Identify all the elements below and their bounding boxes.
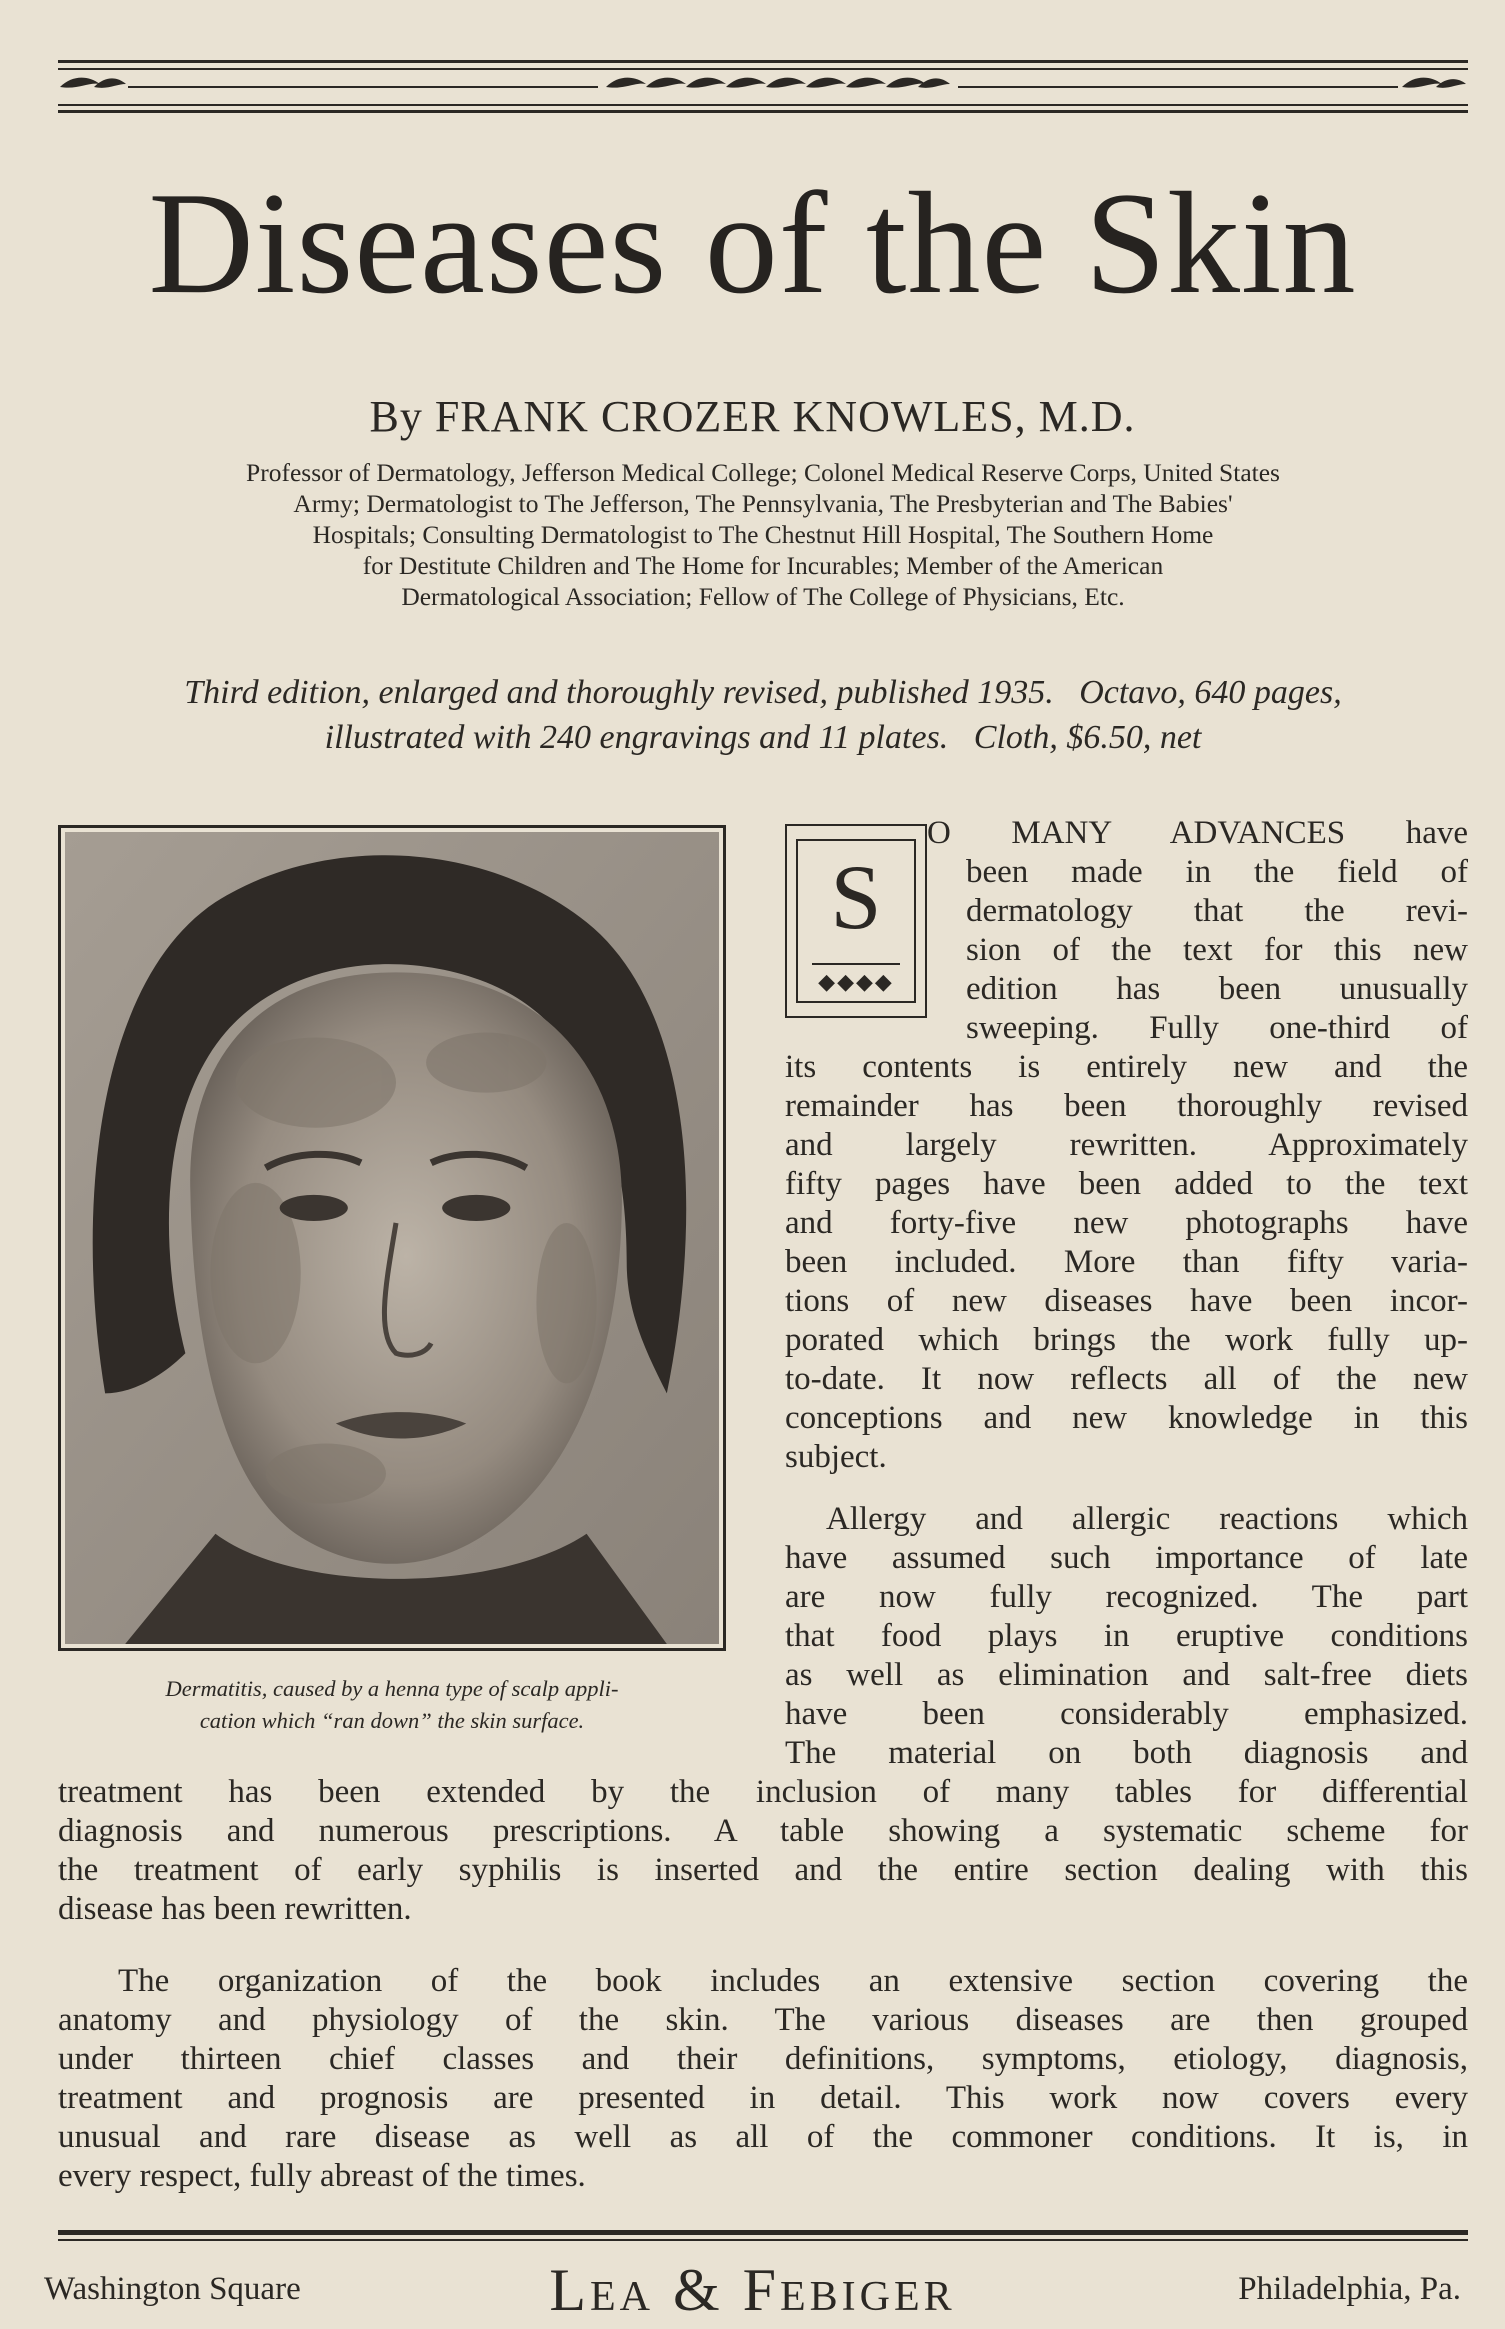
body-text-line: as well as elimination and salt-free diets <box>785 1657 1468 1693</box>
body-text-line: have assumed such importance of late <box>785 1540 1468 1576</box>
body-text-line: unusual and rare disease as well as all of the commoner conditions. It is, in <box>58 2119 1468 2155</box>
body-text-line: dermatology that the revi- <box>966 893 1468 929</box>
body-text-line: treatment and prognosis are presented in detail. This work now covers every <box>58 2080 1468 2116</box>
ornamental-top-rule <box>58 60 1468 116</box>
body-text-line: that food plays in eruptive conditions <box>785 1618 1468 1654</box>
body-text-line: sweeping. Fully one-third of <box>966 1010 1468 1046</box>
body-text-line: subject. <box>785 1439 887 1475</box>
body-text-line: diagnosis and numerous prescriptions. A table showing a systematic scheme for <box>58 1813 1468 1849</box>
page-title: Diseases of the Skin <box>148 162 1357 324</box>
body-text-line: porated which brings the work fully up- <box>785 1322 1468 1358</box>
footer-rule <box>58 2239 1468 2241</box>
publisher-name: Lea & Febiger <box>549 2257 956 2323</box>
diamond-ornament-icon: ◆◆◆◆ <box>818 969 894 994</box>
body-text-line: are now fully recognized. The part <box>785 1579 1468 1615</box>
body-text-line: The organization of the book includes an extensive section covering the <box>118 1963 1468 1999</box>
body-text-line: disease has been rewritten. <box>58 1891 412 1927</box>
patient-photograph <box>58 825 726 1651</box>
body-text-line: its contents is entirely new and the <box>785 1049 1468 1085</box>
credentials-line: Hospitals; Consulting Dermatologist to The Chestnut Hill Hospital, The Southern Home <box>312 520 1214 549</box>
body-text-line: under thirteen chief classes and their definitions, symptoms, etiology, diagnosis, <box>58 2041 1468 2077</box>
author-line: By FRANK CROZER KNOWLES, M.D. <box>369 392 1136 441</box>
credentials-line: Army; Dermatologist to The Jefferson, The Pennsylvania, The Presbyterian and The Babies' <box>293 489 1233 518</box>
body-text-line: been made in the field of <box>966 854 1468 890</box>
body-text-line: tions of new diseases have been incor- <box>785 1283 1468 1319</box>
edition-line: illustrated with 240 engravings and 11 plates. Cloth, $6.50, net <box>324 719 1202 756</box>
figure-caption <box>58 1673 726 1737</box>
body-text-line: to-date. It now reflects all of the new <box>785 1361 1468 1397</box>
body-text-line: treatment has been extended by the inclusion of many tables for differential <box>58 1774 1468 1810</box>
body-text-line: edition has been unusually <box>966 971 1468 1007</box>
footer-rule <box>58 2230 1468 2235</box>
drop-cap-frame <box>796 839 916 1003</box>
body-text-line: and largely rewritten. Approximately <box>785 1127 1468 1163</box>
edition-details <box>58 670 1468 760</box>
body-text-line: fifty pages have been added to the text <box>785 1166 1468 1202</box>
body-text-line: have been considerably emphasized. <box>785 1696 1468 1732</box>
body-text-line: Allergy and allergic reactions which <box>826 1501 1468 1537</box>
edition-line: Third edition, enlarged and thoroughly revised, published 1935. Octavo, 640 pages, <box>184 674 1342 711</box>
body-text-line: O MANY ADVANCES have <box>927 815 1468 851</box>
credentials-line: Dermatological Association; Fellow of The College of Physicians, Etc. <box>401 582 1125 611</box>
credentials-line: for Destitute Children and The Home for Incurables; Member of the American <box>362 551 1164 580</box>
portrait-image <box>65 832 719 1644</box>
credentials-line: Professor of Dermatology, Jefferson Medical College; Colonel Medical Reserve Corps, United States <box>246 458 1280 487</box>
body-text-line: remainder has been thoroughly revised <box>785 1088 1468 1124</box>
body-text-line: conceptions and new knowledge in this <box>785 1400 1468 1436</box>
body-text-line: The material on both diagnosis and <box>785 1735 1468 1771</box>
drop-cap-letter: S <box>830 846 882 948</box>
drop-cap <box>785 824 927 1018</box>
caption-line: Dermatitis, caused by a henna type of scalp appli- <box>165 1676 619 1701</box>
body-text-line: anatomy and physiology of the skin. The various diseases are then grouped <box>58 2002 1468 2038</box>
body-text-line: sion of the text for this new <box>966 932 1468 968</box>
body-text-line: and forty-five new photographs have <box>785 1205 1468 1241</box>
author-credentials <box>58 457 1468 612</box>
footer-city: Philadelphia, Pa. <box>1238 2271 1461 2307</box>
body-text-line: every respect, fully abreast of the times. <box>58 2158 586 2194</box>
caption-line: cation which “ran down” the skin surface. <box>199 1708 585 1733</box>
body-text-line: been included. More than fifty varia- <box>785 1244 1468 1280</box>
body-text-line: the treatment of early syphilis is inserted and the entire section dealing with this <box>58 1852 1468 1888</box>
footer-location: Washington Square <box>44 2271 301 2307</box>
